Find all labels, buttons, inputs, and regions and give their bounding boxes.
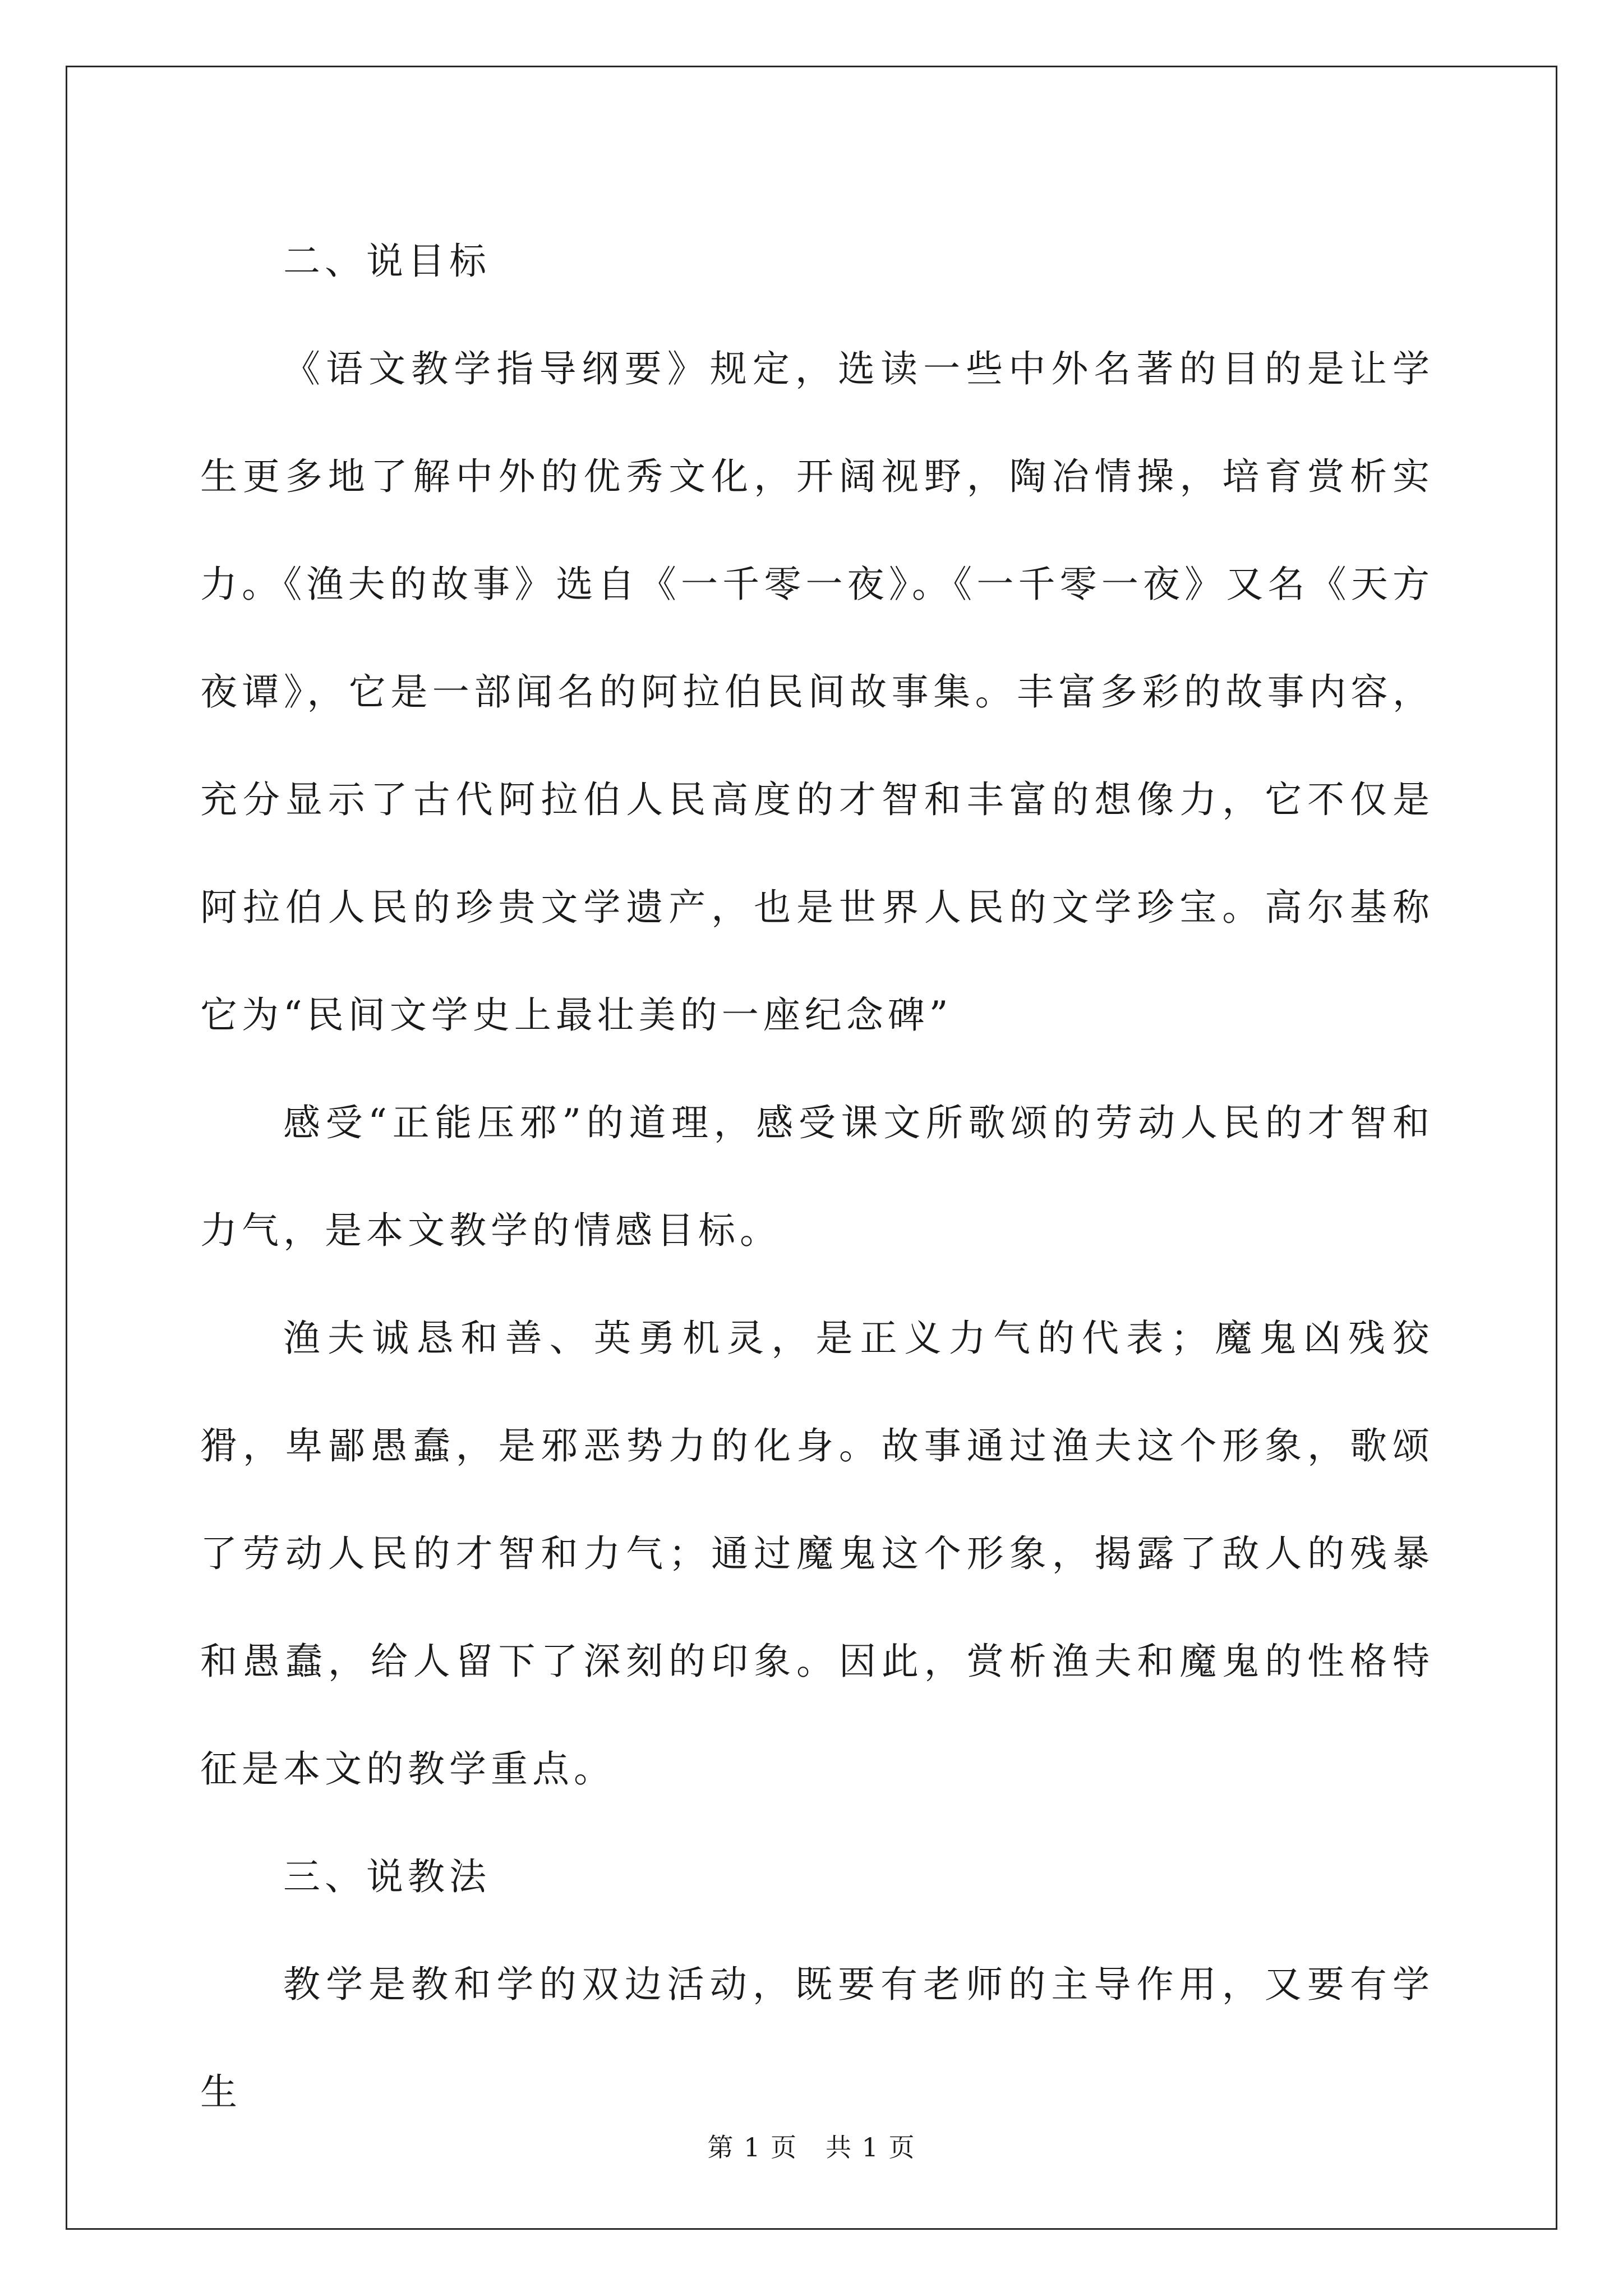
page-total: 共 1 页 — [826, 2132, 916, 2162]
paragraph-characters: 渔夫诚恳和善、英勇机灵，是正义力气的代表；魔鬼凶残狡猾，卑鄙愚蠢，是邪恶势力的化身。故事通过渔夫这个形象，歌颂了劳动人民的才智和力气；通过魔鬼这个形象，揭露了敌人的残暴和愚蠢，给人留下了深刻的印象。因此，赏析渔夫和魔鬼的性格特征是本文的教学重点。 — [200, 1317, 1434, 1791]
page-footer — [0, 2127, 1623, 2164]
paragraph-intro: 《语文教学指导纲要》规定，选读一些中外名著的目的是让学生更多地了解中外的优秀文化，开阔视野，陶冶情操，培育赏析实力。《渔夫的故事》选自《一千零一夜》。《一千零一夜》又名《天方夜谭》，它是一部闻名的阿拉伯民间故事集。丰富多彩的故事内容，充分显示了古代阿拉伯人民高度的才智和丰富的想像力，它不仅是阿拉伯人民的珍贵文学遗产，也是世界人民的文学珍宝。高尔基称它为“民间文学史上最壮美的一座纪念碑” — [200, 347, 1434, 1037]
page-number: 第 1 页 — [707, 2132, 797, 2162]
section-heading-methods: 三、说教法 — [283, 1855, 491, 1898]
paragraph-methods: 教学是教和学的双边活动，既要有老师的主导作用，又要有学生 — [200, 1963, 1434, 2114]
paragraph-emotion-goal: 感受“正能压邪”的道理，感受课文所歌颂的劳动人民的才智和力气，是本文教学的情感目标。 — [200, 1101, 1434, 1252]
section-heading-goals: 二、说目标 — [283, 240, 491, 283]
document-body — [200, 208, 1434, 2146]
